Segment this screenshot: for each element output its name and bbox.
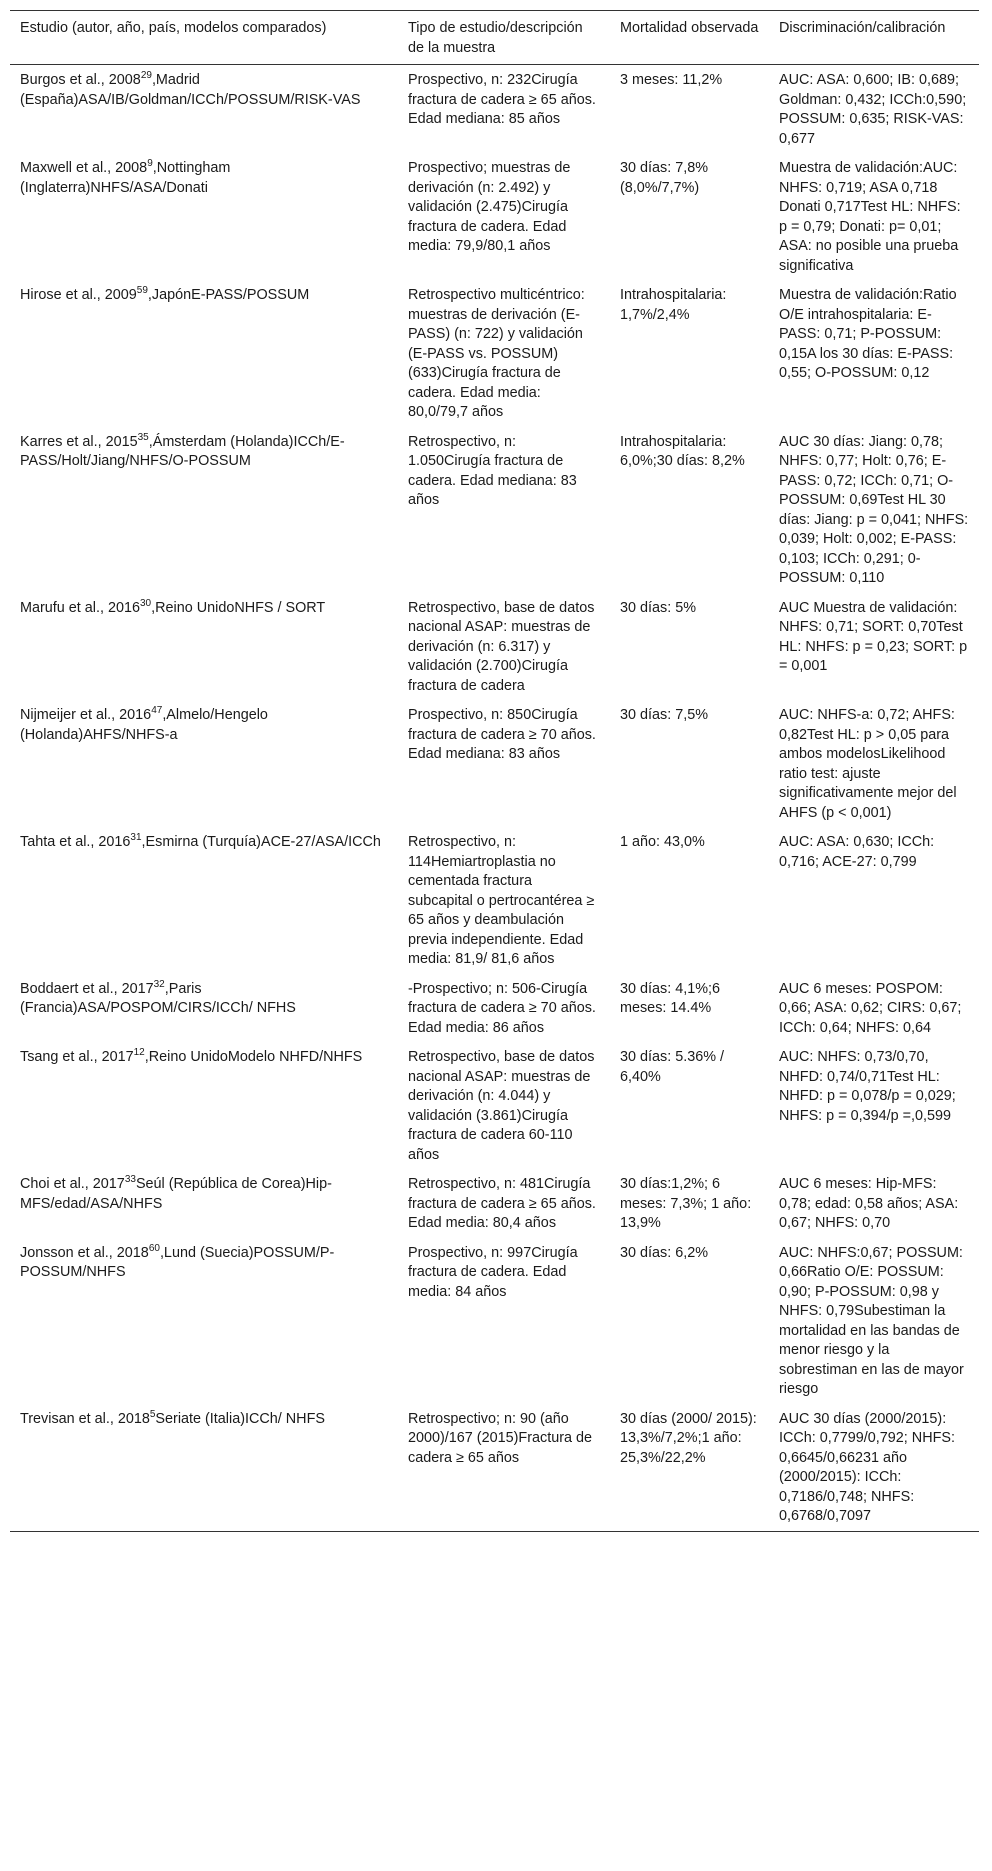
- cell-discrimination: AUC 6 meses: POSPOM: 0,66; ASA: 0,62; CIRS: 0,67; ICCh: 0,64; NHFS: 0,64: [779, 980, 962, 1036]
- table-row: [10, 700, 979, 827]
- study-author: Jonsson et al., 2018: [20, 1244, 149, 1261]
- table-row: [10, 153, 979, 280]
- study-ref: 31: [130, 832, 142, 844]
- cell-mortality: 3 meses: 11,2%: [620, 72, 723, 88]
- cell-discrimination: AUC: ASA: 0,630; ICCh: 0,716; ACE-27: 0,799: [779, 834, 935, 870]
- cell-mortality: Intrahospitalaria: 1,7%/2,4%: [620, 287, 727, 323]
- study-detail: ,Madrid (España)ASA/IB/Goldman/ICCh/POSSUM/RISK-VAS: [20, 72, 361, 108]
- cell-study: [10, 974, 398, 1043]
- study-detail: ,Lund (Suecia)POSSUM/P-POSSUM/NHFS: [20, 1244, 335, 1280]
- table-row: [10, 974, 979, 1043]
- cell-discrimination: Muestra de validación:AUC: NHFS: 0,719; ASA 0,718 Donati 0,717Test HL: NHFS: p = 0,79; Donati: p= 0,01; ASA: no posible una prueba significativa: [779, 160, 961, 274]
- study-detail: ,Nottingham (Inglaterra)NHFS/ASA/Donati: [20, 160, 231, 196]
- cell-study: [10, 593, 398, 701]
- cell-study: [10, 280, 398, 427]
- table-row: [10, 65, 979, 154]
- cell-discrimination: AUC 30 días (2000/2015): ICCh: 0,7799/0,792; NHFS: 0,6645/0,66231 año (2000/2015): ICCh: 0,7186/0,748; NHFS: 0,6768/0,7097: [779, 1410, 955, 1524]
- cell-mortality: 30 días (2000/ 2015): 13,3%/7,2%;1 año: 25,3%/22,2%: [620, 1410, 757, 1466]
- cell-mortality: 30 días: 6,2%: [620, 1244, 709, 1261]
- study-author: Maxwell et al., 2008: [20, 160, 148, 176]
- cell-discrimination: AUC Muestra de validación: NHFS: 0,71; SORT: 0,70Test HL: NHFS: p = 0,23; SORT: p = 0,001: [779, 599, 968, 674]
- cell-mortality: 30 días: 4,1%;6 meses: 14.4%: [620, 980, 721, 1016]
- header-mortality: Mortalidad observada: [620, 20, 759, 36]
- study-ref: 59: [136, 285, 148, 297]
- header-discrimination: Discriminación/calibración: [779, 20, 946, 36]
- study-ref: 12: [133, 1047, 145, 1059]
- study-ref: 47: [151, 705, 163, 717]
- table-row: [10, 593, 979, 701]
- cell-study: [10, 427, 398, 593]
- cell-type: -Prospectivo; n: 506-Cirugía fractura de cadera ≥ 70 años. Edad media: 86 años: [408, 980, 596, 1036]
- table-row: [10, 427, 979, 593]
- cell-discrimination: AUC: NHFS:0,67; POSSUM: 0,66Ratio O/E: POSSUM: 0,90; P-POSSUM: 0,98 y NHFS: 0,79Subestiman la mortalidad en las bandas de menor riesgo y la sobrestiman en las de mayor riesgo: [779, 1244, 964, 1397]
- cell-discrimination: AUC 6 meses: Hip-MFS: 0,78; edad: 0,58 años; ASA: 0,67; NHFS: 0,70: [779, 1176, 959, 1231]
- study-author: Trevisan et al., 2018: [20, 1410, 150, 1427]
- study-detail: Seúl (República de Corea)Hip-MFS/edad/ASA/NHFS: [20, 1176, 332, 1212]
- table-row: [10, 1169, 979, 1238]
- cell-discrimination: AUC: NHFS: 0,73/0,70, NHFD: 0,74/0,71Test HL: NHFD: p = 0,078/p = 0,029; NHFS: p = 0,394/p =,0,599: [779, 1049, 956, 1124]
- table-header: [10, 11, 979, 65]
- study-author: Tahta et al., 2016: [20, 834, 131, 850]
- study-author: Nijmeijer et al., 2016: [20, 707, 152, 723]
- cell-type: Retrospectivo, n: 114Hemiartroplastia no cementada fractura subcapital o pertrocantérea ≥ 65 años y deambulación previa independiente. Edad media: 81,9/ 81,6 años: [408, 834, 595, 967]
- cell-mortality: 30 días:1,2%; 6 meses: 7,3%; 1 año: 13,9%: [620, 1176, 752, 1231]
- study-author: Hirose et al., 2009: [20, 287, 137, 303]
- study-ref: 30: [140, 597, 152, 609]
- cell-study: [10, 700, 398, 827]
- cell-study: [10, 1404, 398, 1532]
- study-author: Tsang et al., 2017: [20, 1049, 134, 1065]
- cell-type: Retrospectivo, base de datos nacional ASAP: muestras de derivación (n: 6.317) y validación (2.700)Cirugía fractura de cadera: [408, 599, 595, 694]
- table-body: [10, 65, 979, 1532]
- study-author: Marufu et al., 2016: [20, 599, 140, 616]
- cell-study: [10, 153, 398, 280]
- cell-type: Retrospectivo, n: 481Cirugía fractura de cadera ≥ 65 años. Edad media: 80,4 años: [408, 1176, 596, 1231]
- study-author: Burgos et al., 2008: [20, 72, 141, 88]
- cell-type: Retrospectivo multicéntrico: muestras de derivación (E-PASS) (n: 722) y validación (E-PASS vs. POSSUM) (633)Cirugía fractura de cadera. Edad media: 80,0/79,7 años: [408, 287, 585, 420]
- cell-type: Prospectivo, n: 232Cirugía fractura de cadera ≥ 65 años. Edad mediana: 85 años: [408, 72, 596, 127]
- header-study: Estudio (autor, año, país, modelos comparados): [20, 20, 327, 36]
- cell-type: Retrospectivo, n: 1.050Cirugía fractura de cadera. Edad mediana: 83 años: [408, 433, 577, 508]
- cell-study: [10, 827, 398, 974]
- study-ref: 9: [147, 158, 153, 170]
- study-author: Karres et al., 2015: [20, 433, 138, 450]
- study-ref: 32: [153, 978, 165, 990]
- study-ref: 60: [148, 1242, 160, 1254]
- cell-mortality: 30 días: 5.36% / 6,40%: [620, 1049, 725, 1085]
- header-row: [10, 11, 979, 65]
- study-author: Choi et al., 2017: [20, 1176, 125, 1192]
- study-detail: ,Almelo/Hengelo (Holanda)AHFS/NHFS-a: [20, 707, 268, 743]
- cell-study: [10, 1238, 398, 1404]
- cell-mortality: 1 año: 43,0%: [620, 834, 705, 850]
- cell-mortality: Intrahospitalaria: 6,0%;30 días: 8,2%: [620, 433, 745, 469]
- study-detail: Seriate (Italia)ICCh/ NHFS: [155, 1410, 325, 1427]
- cell-discrimination: AUC: ASA: 0,600; IB: 0,689; Goldman: 0,432; ICCh:0,590; POSSUM: 0,635; RISK-VAS: 0,677: [779, 72, 967, 147]
- cell-study: [10, 65, 398, 154]
- table-row: [10, 280, 979, 427]
- cell-type: Prospectivo, n: 997Cirugía fractura de cadera. Edad media: 84 años: [408, 1244, 578, 1300]
- cell-mortality: 30 días: 7,5%: [620, 707, 709, 723]
- cell-study: [10, 1042, 398, 1169]
- study-ref: 5: [149, 1408, 156, 1420]
- table-row: [10, 1042, 979, 1169]
- study-detail: ,Paris (Francia)ASA/POSPOM/CIRS/ICCh/ NFHS: [20, 980, 296, 1016]
- cell-type: Prospectivo; muestras de derivación (n: 2.492) y validación (2.475)Cirugía fractura de cadera. Edad media: 79,9/80,1 años: [408, 160, 571, 254]
- study-detail: ,JapónE-PASS/POSSUM: [147, 287, 310, 303]
- cell-discrimination: Muestra de validación:Ratio O/E intrahospitalaria: E-PASS: 0,71; P-POSSUM: 0,15A los 30 días: E-PASS: 0,55; O-POSSUM: 0,12: [779, 287, 957, 381]
- cell-type: Prospectivo, n: 850Cirugía fractura de cadera ≥ 70 años. Edad mediana: 83 años: [408, 707, 596, 762]
- study-ref: 35: [137, 431, 149, 443]
- cell-type: Retrospectivo; n: 90 (año 2000)/167 (2015)Fractura de cadera ≥ 65 años: [408, 1410, 592, 1466]
- cell-discrimination: AUC 30 días: Jiang: 0,78; NHFS: 0,77; Holt: 0,76; E-PASS: 0,72; ICCh: 0,71; O-POSSUM: 0,69Test HL 30 días: Jiang: p = 0,041; NHFS: 0,039; Holt: 0,002; E-PASS: 0,103; ICCh: 0,291; 0-POSSUM: 0,110: [779, 433, 969, 586]
- header-study-type: Tipo de estudio/descripción de la muestra: [408, 20, 583, 56]
- table-row: [10, 827, 979, 974]
- study-detail: ,Reino UnidoModelo NHFD/NHFS: [144, 1049, 363, 1065]
- study-detail: ,Reino UnidoNHFS / SORT: [151, 599, 326, 616]
- study-ref: 33: [124, 1174, 136, 1186]
- cell-discrimination: AUC: NHFS-a: 0,72; AHFS: 0,82Test HL: p > 0,05 para ambos modelosLikelihood ratio test: ajuste significativamente mejor del AHFS (p < 0,001): [779, 707, 957, 821]
- table-row: [10, 1404, 979, 1532]
- cell-mortality: 30 días: 5%: [620, 599, 697, 616]
- cell-mortality: 30 días: 7,8% (8,0%/7,7%): [620, 160, 709, 196]
- cell-type: Retrospectivo, base de datos nacional ASAP: muestras de derivación (n: 4.044) y validación (3.861)Cirugía fractura de cadera 60-110 años: [408, 1049, 595, 1163]
- study-detail: ,Esmirna (Turquía)ACE-27/ASA/ICCh: [141, 834, 381, 850]
- study-author: Boddaert et al., 2017: [20, 980, 154, 997]
- cell-study: [10, 1169, 398, 1238]
- study-detail: ,Ámsterdam (Holanda)ICCh/E-PASS/Holt/Jiang/NHFS/O-POSSUM: [20, 433, 345, 469]
- studies-table: [10, 10, 979, 1532]
- table-row: [10, 1238, 979, 1404]
- study-ref: 29: [140, 70, 152, 82]
